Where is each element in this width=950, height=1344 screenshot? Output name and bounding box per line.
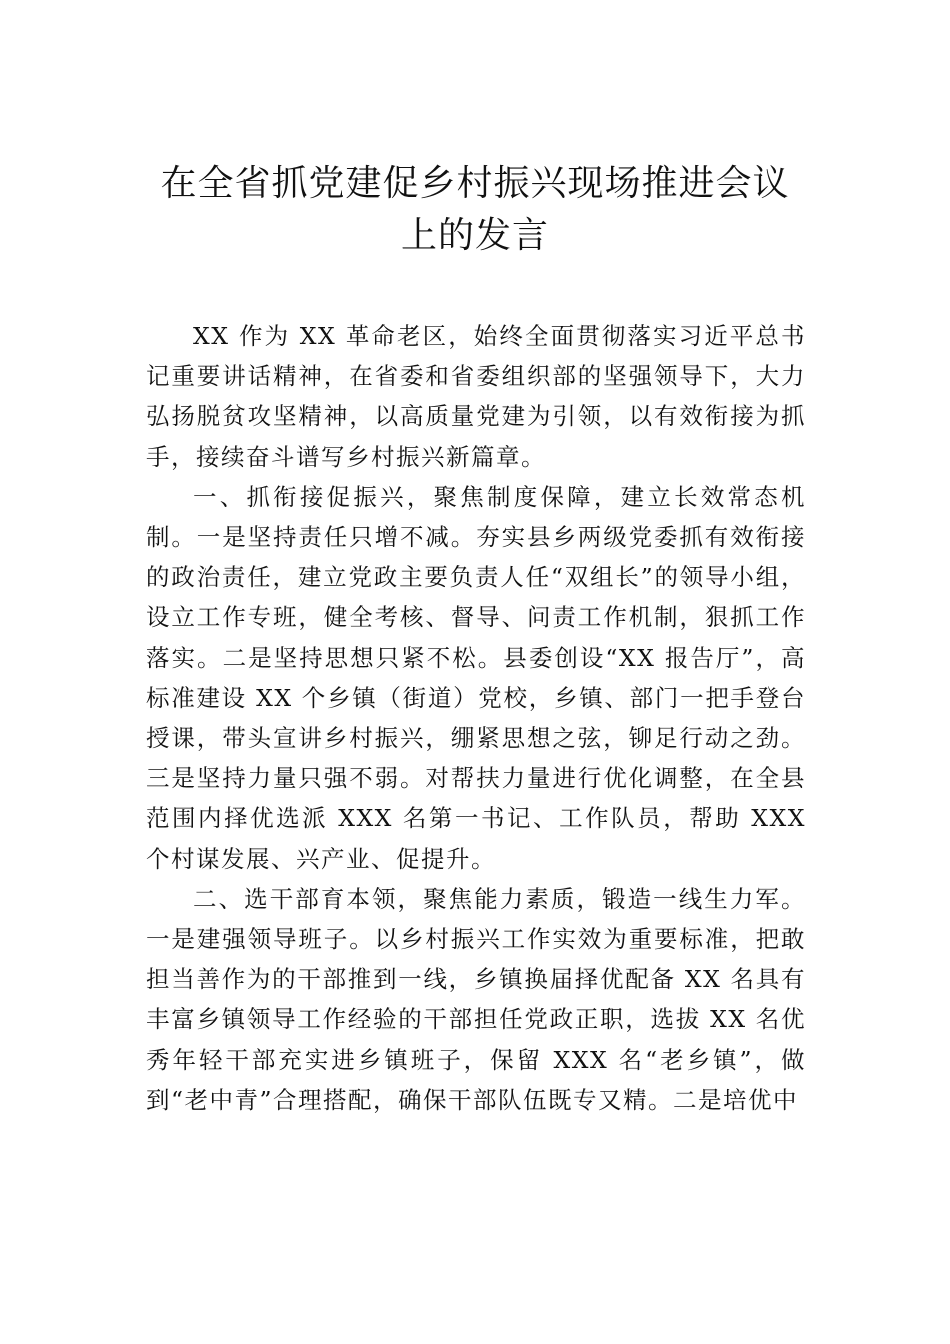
paragraph-section-two: 二、选干部育本领，聚焦能力素质，锻造一线生力军。一是建强领导班子。以乡村振兴工作实效为重要标准，把敢担当善作为的干部推到一线，乡镇换届择优配备 XX 名具有丰富乡镇领导工作经验的干部担任党政正职，选拔 XX 名优秀年轻干部充实进乡镇班子，保留 XXX 名“老乡镇”，做到“老中青”合理搭配，确保干部队伍既专又精。二是培优中 xyxy=(146,884,806,1114)
document-title: 在全省抓党建促乡村振兴现场推进会议上的发言 xyxy=(160,163,790,256)
paragraph-section-one: 一、抓衔接促振兴，聚焦制度保障，建立长效常态机制。一是坚持责任只增不减。夯实县乡两级党委抓有效衔接的政治责任，建立党政主要负责人任“双组长”的领导小组，设立工作专班，健全考核、督导、问责工作机制，狠抓工作落实。二是坚持思想只紧不松。县委创设“XX 报告厅”，高标准建设 XX 个乡镇（街道）党校，乡镇、部门一把手登台授课，带头宣讲乡村振兴，绷紧思想之弦，铆足行动之劲。三是坚持力量只强不弱。对帮扶力量进行优化调整，在全县范围内择优选派 XXX 名第一书记、工作队员，帮助 XXX 个村谋发展、兴产业、促提升。 xyxy=(146,482,806,873)
paragraph-intro: XX 作为 XX 革命老区，始终全面贯彻落实习近平总书记重要讲话精神，在省委和省委组织部的坚强领导下，大力弘扬脱贫攻坚精神，以高质量党建为引领，以有效衔接为抓手，接续奋斗谱写乡村振兴新篇章。 xyxy=(146,322,806,471)
document-body xyxy=(146,316,806,1120)
